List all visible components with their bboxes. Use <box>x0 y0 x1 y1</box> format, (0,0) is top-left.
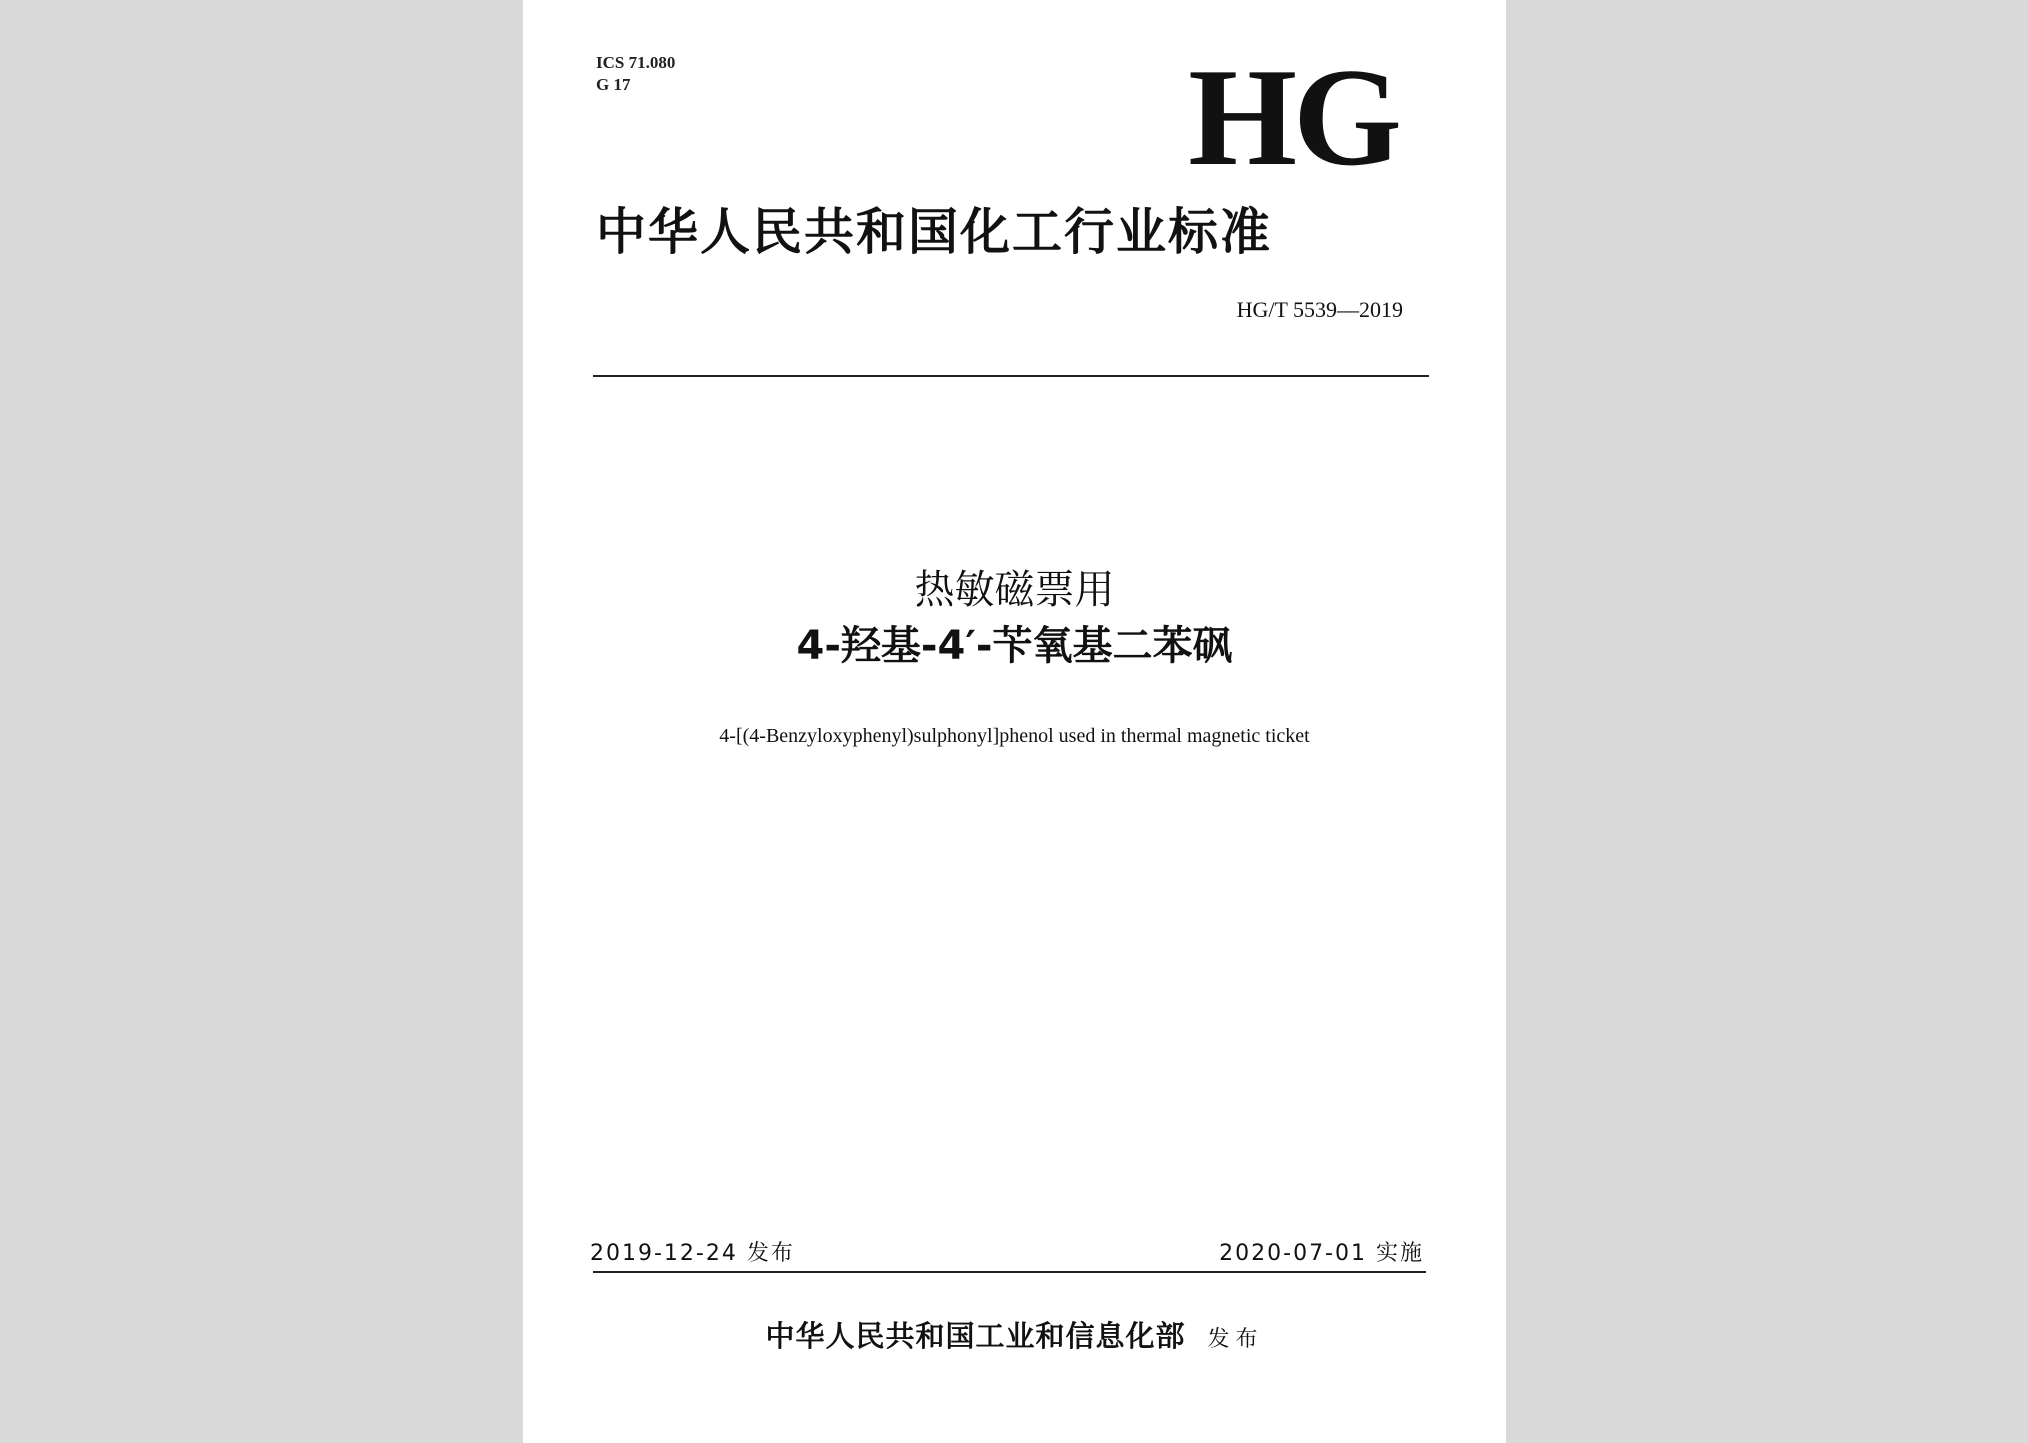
document-title-line-2: 4-羟基-4′-苄氧基二苯砜 <box>796 623 1233 669</box>
ics-code: ICS 71.080 <box>596 53 676 72</box>
hg-logo: HG <box>1188 40 1398 195</box>
top-divider <box>593 375 1429 377</box>
document-title-english: 4-[(4-Benzyloxyphenyl)sulphonyl]phenol used in thermal magnetic ticket <box>719 725 1310 747</box>
document-title-line-1: 热敏磁票用 <box>914 567 1115 613</box>
publisher-line <box>523 1318 1506 1358</box>
standard-title: 中华人民共和国化工行业标准 <box>596 203 1272 261</box>
publisher-organization: 中华人民共和国工业和信息化部 <box>765 1319 1186 1353</box>
bottom-divider <box>593 1271 1426 1273</box>
classification-codes <box>596 52 675 96</box>
publisher-action: 发布 <box>1207 1327 1264 1352</box>
ccs-code: G 17 <box>596 75 631 94</box>
issue-date: 2019-12-24 发布 <box>590 1241 795 1266</box>
standard-number: HG/T 5539—2019 <box>1236 297 1403 322</box>
document-title <box>523 562 1506 674</box>
document-page <box>523 0 1506 1443</box>
implementation-date: 2020-07-01 实施 <box>1219 1241 1424 1266</box>
